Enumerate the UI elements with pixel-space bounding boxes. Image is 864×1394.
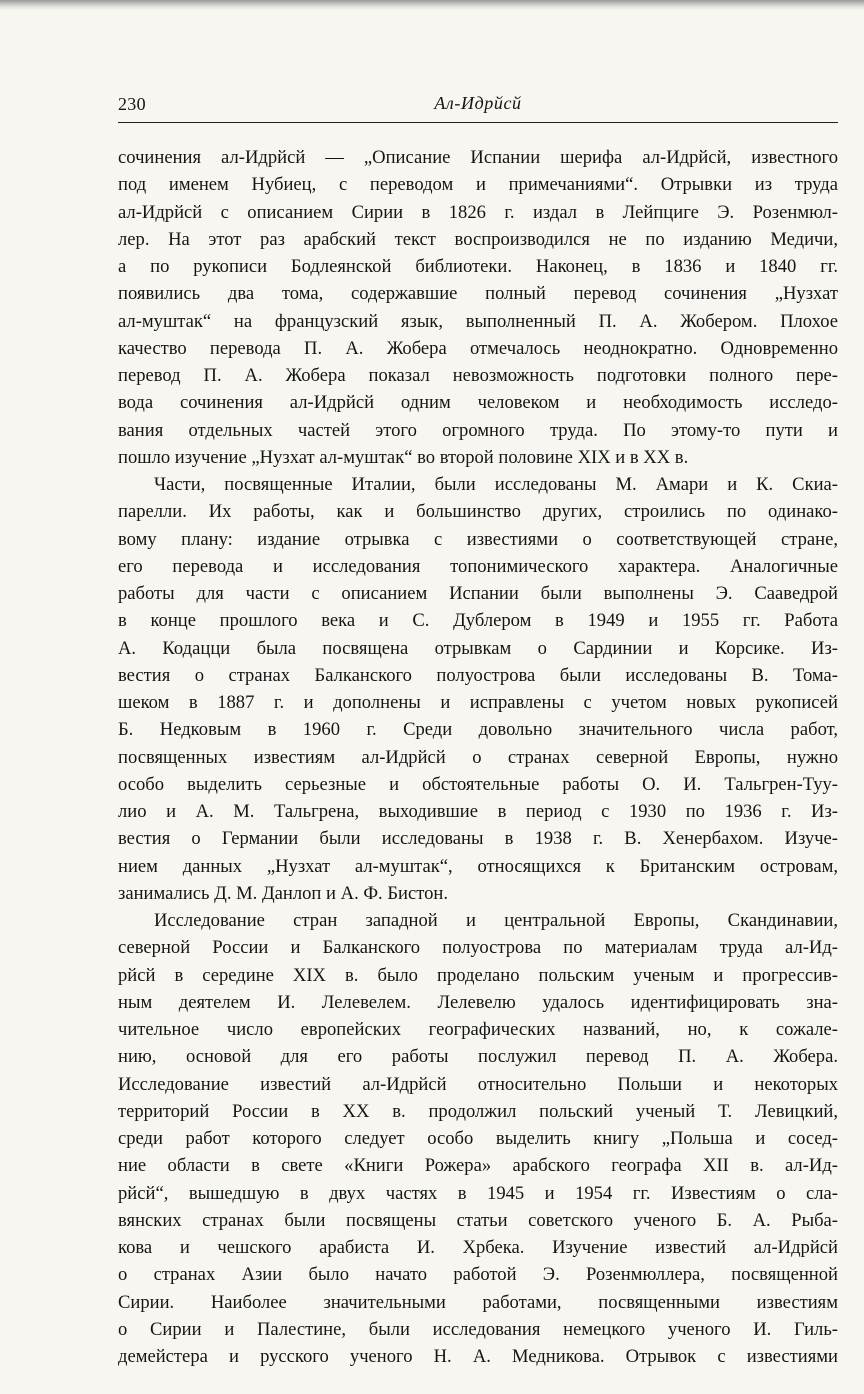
text-line: демейстера и русского ученого Н. А. Медникова. Отрывок с известиями [118, 1346, 838, 1367]
text-line: под именем Нубиец, с переводом и примечаниями“. Отрывки из труда [118, 174, 838, 196]
text-line: вому плану: издание отрывка с известиями о соответствующей стране, [118, 528, 838, 550]
scan-top-edge [0, 0, 864, 10]
text-line: территорий России в XX в. продолжил польский ученый Т. Левицкий, [118, 1100, 838, 1122]
text-line: парелли. Их работы, как и большинство других, строились по одинако- [118, 501, 838, 523]
paragraph [118, 907, 838, 1370]
page-header [118, 92, 838, 122]
page-number: 230 [118, 94, 146, 114]
text-line: вестия о Германии были исследованы в 1938 г. В. Хенербахом. Изуче- [118, 828, 838, 850]
text-line: рйсй“, вышедшую в двух частях в 1945 и 1954 гг. Известиям о сла- [118, 1182, 838, 1204]
text-line: вестия о странах Балканского полуострова были исследованы В. Тома- [118, 664, 838, 686]
text-line: пошло изучение „Нузхат ал-муштак“ во второй половине XIX и в XX в. [118, 446, 689, 468]
text-line: лер. На этот раз арабский текст воспроизводился не по изданию Медичи, [118, 228, 838, 250]
text-line: шеком в 1887 г. и дополнены и исправлены с учетом новых рукописей [118, 692, 838, 713]
text-line: о Сирии и Палестине, были исследования немецкого ученого И. Гиль- [118, 1318, 838, 1340]
text-line: его перевода и исследования топонимического характера. Аналогичные [118, 555, 838, 577]
text-line: сочинения ал-Идрйсй — „Описание Испании шерифа ал-Идрйсй, известного [118, 147, 838, 168]
text-line: Б. Недковым в 1960 г. Среди довольно значительного числа работ, [118, 719, 838, 741]
text-line: вода сочинения ал-Идрйсй одним человеком и необходимость исследо- [118, 392, 838, 414]
text-line: ным деятелем И. Лелевелем. Лелевелю удалось идентифицировать зна- [118, 991, 838, 1013]
text-line: ал-Идрйсй с описанием Сирии в 1826 г. издал в Лейпциге Э. Розенмюл- [118, 201, 838, 223]
paragraph [118, 144, 838, 471]
text-line: Части, посвященные Италии, были исследованы М. Амари и К. Скиа- [154, 474, 838, 495]
text-line: кова и чешского арабиста И. Хрбека. Изучение известий ал-Идрйсй [118, 1237, 838, 1258]
text-line: северной России и Балканского полуострова по материалам труда ал-Ид- [118, 937, 838, 959]
text-line: Исследование известий ал-Идрйсй относительно Польши и некоторых [118, 1073, 838, 1095]
text-line: о странах Азии было начато работой Э. Розенмюллера, посвященной [118, 1264, 838, 1286]
running-title: Ал-Идрйсй [434, 93, 522, 113]
text-line: ал-муштак“ на французский язык, выполненный П. А. Жобером. Плохое [118, 310, 838, 332]
body-text [118, 144, 838, 1370]
text-line: ние области в свете «Книги Рожера» арабского географа XII в. ал-Ид- [118, 1155, 838, 1177]
text-line: Сирии. Наиболее значительными работами, посвященными известиям [118, 1291, 838, 1313]
text-line: качество перевода П. А. Жобера отмечалось неоднократно. Одновременно [118, 337, 838, 359]
text-line: появились два тома, содержавшие полный перевод сочинения „Нузхат [118, 283, 838, 305]
text-line: а по рукописи Бодлеянской библиотеки. Наконец, в 1836 и 1840 гг. [118, 256, 838, 277]
text-line: вания отдельных частей этого огромного труда. По этому-то пути и [118, 419, 838, 441]
text-line: занимались Д. М. Данлоп и А. Ф. Бистон. [118, 882, 449, 904]
text-line: в конце прошлого века и С. Дублером в 1949 и 1955 гг. Работа [118, 610, 838, 632]
text-line: чительное число европейских географических названий, но, к сожале- [118, 1019, 838, 1040]
text-line: работы для части с описанием Испании были выполнены Э. Сааведрой [118, 583, 838, 604]
text-line: особо выделить серьезные и обстоятельные работы О. И. Тальгрен-Туу- [118, 773, 838, 795]
text-line: посвященных известиям ал-Идрйсй о странах северной Европы, нужно [118, 746, 838, 768]
text-line: Исследование стран западной и центральной Европы, Скандинавии, [154, 910, 838, 931]
paragraph [118, 471, 838, 907]
text-line: вянских странах были посвящены статьи советского ученого Б. А. Рыба- [118, 1209, 838, 1231]
text-line: нию, основой для его работы послужил перевод П. А. Жобера. [118, 1046, 838, 1068]
text-line: рйсй в середине XIX в. было проделано польским ученым и прогрессив- [118, 964, 838, 986]
text-line: А. Кодацци была посвящена отрывкам о Сардинии и Корсике. Из- [118, 637, 838, 659]
text-line: нием данных „Нузхат ал-муштак“, относящихся к Британским островам, [118, 855, 838, 877]
text-line: перевод П. А. Жобера показал невозможность подготовки полного пере- [118, 365, 838, 386]
text-line: среди работ которого следует особо выделить книгу „Польша и сосед- [118, 1128, 838, 1149]
header-rule [118, 122, 838, 123]
text-line: лио и А. М. Тальгрена, выходившие в период с 1930 по 1936 г. Из- [118, 801, 838, 822]
